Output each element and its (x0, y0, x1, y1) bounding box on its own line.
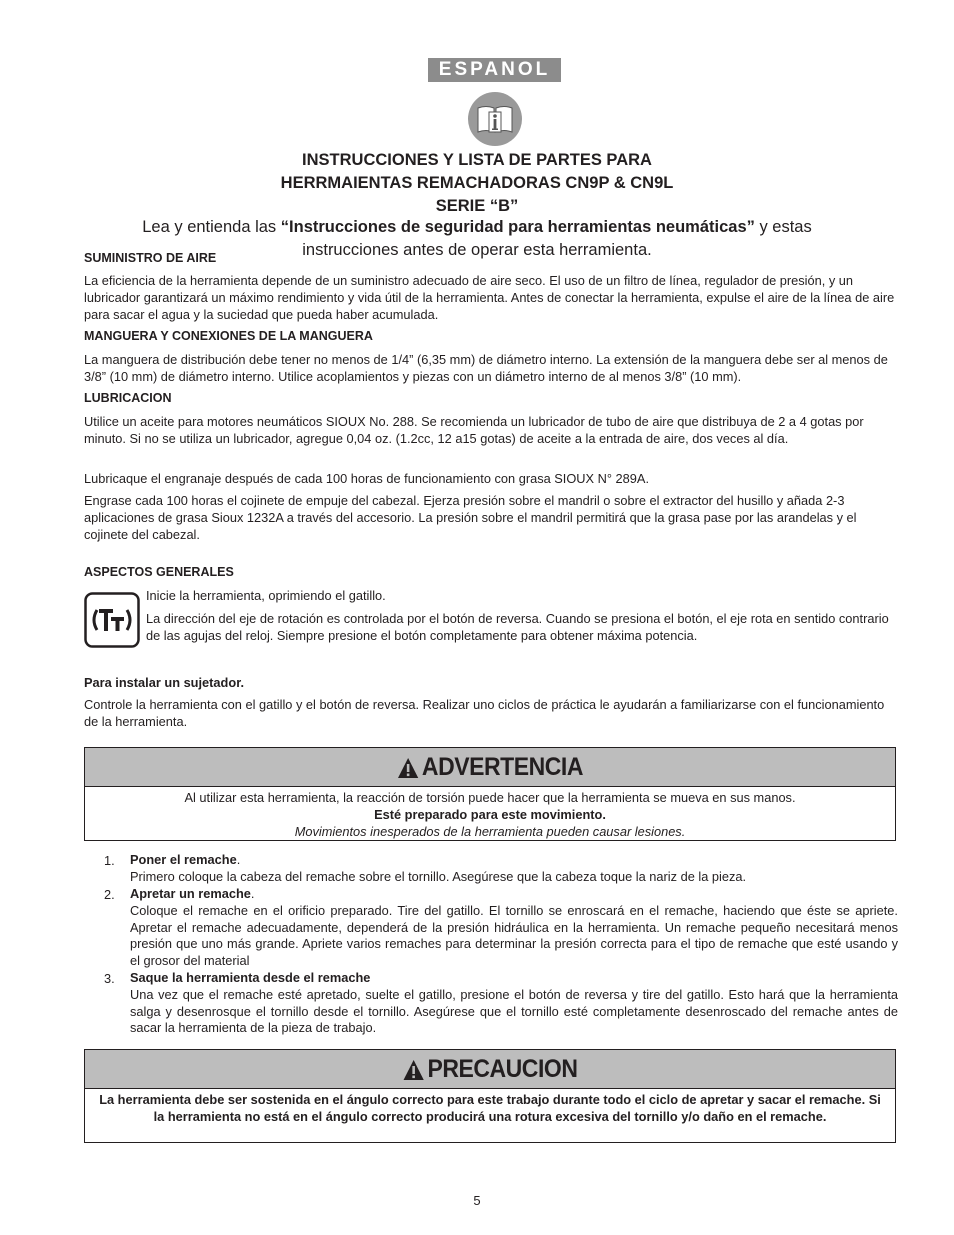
intro-line-2: instrucciones antes de operar esta herramienta. (302, 241, 652, 259)
hose-text: La manguera de distribución debe tener no menos de 1/4” (6,35 mm) de diámetro interno. La extensión de la manguera debe ser al menos de 3/8” (10 mm) de diámetro interno. Utilice acoplamientos y piezas con un diámetro interno de al menos 3/8” (10 mm). (84, 352, 888, 384)
heading-air-supply: SUMINISTRO DE AIRE (84, 251, 217, 265)
caution-triangle-icon (403, 1059, 425, 1081)
title-line-2: HERRMAIENTAS REMACHADORAS CN9P & CN9L (280, 174, 674, 192)
step-2-title: Apretar un remache (130, 886, 251, 901)
step-2-number: 2. (104, 887, 115, 902)
warning-line-1: Al utilizar esta herramienta, la reacción de torsión puede hacer que la herramienta se mueva en sus manos. (184, 790, 796, 805)
warning-line-2: Esté preparado para este movimiento. (374, 807, 606, 822)
warning-title: ADVERTENCIA (421, 753, 583, 781)
caution-header (85, 1050, 895, 1089)
reverse-button-icon (84, 592, 140, 648)
read-manual-icon (467, 91, 523, 147)
general-text-2: La dirección del eje de rotación es controlada por el botón de reversa. Cuando se presiona el botón, el eje rota en sentido contrario de las agujas del reloj. Siempre presione el botón completamente para obtener máxima potencia. (146, 611, 889, 643)
warning-body (85, 787, 895, 842)
heading-hose: MANGUERA Y CONEXIONES DE LA MANGUERA (84, 329, 373, 343)
step-3-number: 3. (104, 971, 115, 986)
step-1-title: Poner el remache (130, 852, 237, 867)
lubrication-text-2: Lubricaque el engranaje después de cada 100 horas de funcionamiento con grasa SIOUX N° 289A. (84, 471, 650, 486)
step-1-number: 1. (104, 853, 115, 868)
warning-triangle-icon (397, 757, 419, 779)
caution-box (84, 1049, 896, 1143)
general-text-1: Inicie la herramienta, oprimiendo el gatillo. (146, 588, 386, 603)
step-3 (130, 970, 898, 1037)
language-badge: ESPANOL (428, 58, 561, 82)
warning-header (85, 748, 895, 787)
heading-general: ASPECTOS GENERALES (84, 565, 234, 579)
step-3-text: Una vez que el remache esté apretado, suelte el gatillo, presione el botón de reversa y tire del gatillo. Esto hará que la herramienta salga y desenrosque el tornillo desde el tornillo. Asegúrese que el tornillo esté completamente desenroscado del remache antes de sacar la herramienta de la pieza de trabajo. (130, 986, 898, 1036)
install-text: Controle la herramienta con el gatillo y el botón de reversa. Realizar uno ciclos de práctica le ayudarán a familiarizarse con el funcionamiento de la herramienta. (84, 697, 885, 729)
title-line-3: SERIE “B” (435, 197, 519, 215)
air-supply-text: La eficiencia de la herramienta depende de un suministro adecuado de aire seco. El uso de un filtro de línea, regulador de presión, y un lubricador garantizará un máximo rendimiento y vida útil de la herramienta. Antes de conectar la herramienta, expulse el aire de la línea de aire para sacar el agua y la suciedad que pueda haber acumulada. (84, 273, 895, 322)
intro-line-1: Lea y entienda las “Instrucciones de seguridad para herramientas neumáticas” y estas (142, 218, 812, 236)
step-2-text: Coloque el remache en el orificio preparado. Tire del gatillo. El tornillo se enroscará en el remache, haciendo que éste se apriete. Apretar el remache adecuadamente, dependerá de la presión hidráulica en la herramienta. Un remache pequeño necesitará menos presión que uno más grande. Apriete varios remaches para determinar la presión correcta para el tipo de remache que esté usando y el grosor del material (130, 902, 898, 969)
step-2: Apretar un remache. Coloque el remache en el orificio preparado. Tire del gatillo. El tornillo se enroscará en el remache, haciendo que éste se apriete. Apretar el remache adecuadamente, dependerá de la presión hidráulica en la herramienta. Un remache pequeño necesitará menos presión que uno más grande. Apriete varios remaches para determinar la presión correcta para el tipo de remache que esté usando y el grosor del material (130, 886, 898, 969)
warning-line-3: Movimientos inesperados de la herramienta pueden causar lesiones. (294, 824, 686, 839)
heading-install-fastener: Para instalar un sujetador. (84, 675, 245, 690)
lubrication-text-3: Engrase cada 100 horas el cojinete de empuje del cabezal. Ejerza presión sobre el mandril o sobre el extractor del husillo y añada 2-3 aplicaciones de grasa Sioux 1232A a través del accesorio. La presión sobre el mandril permitirá que la grasa pase por las arandelas y el cojinete del cabezal. (84, 493, 857, 542)
lubrication-text-1: Utilice un aceite para motores neumáticos SIOUX No. 288. Se recomienda un lubricador de tubo de aire que distribuya de 2 a 4 gotas por minuto. Si no se utiliza un lubricador, agregue 0,04 oz. (1.2cc, 12 a15 gotas) de aceite a la entrada de aire, dos veces al día. (84, 414, 864, 446)
title-line-1: INSTRUCCIONES Y LISTA DE PARTES PARA (302, 151, 652, 169)
warning-box (84, 747, 896, 841)
caution-title: PRECAUCION (427, 1055, 578, 1083)
step-3-title: Saque la herramienta desde el remache (130, 970, 371, 985)
step-1: Poner el remache. Primero coloque la cabeza del remache sobre el tornillo. Asegúrese que la cabeza toque la nariz de la pieza. (130, 852, 747, 884)
heading-lubrication: LUBRICACION (84, 391, 172, 405)
step-1-text: Primero coloque la cabeza del remache sobre el tornillo. Asegúrese que la cabeza toque la nariz de la pieza. (130, 868, 747, 884)
page-number: 5 (473, 1193, 481, 1208)
caution-text: La herramienta debe ser sostenida en el ángulo correcto para este trabajo durante todo el ciclo de apretar y sacar el remache. Si la herramienta no está en el ángulo correcto producirá una rotura excesiva del tornillo y/o daño en el remache. (99, 1092, 881, 1124)
